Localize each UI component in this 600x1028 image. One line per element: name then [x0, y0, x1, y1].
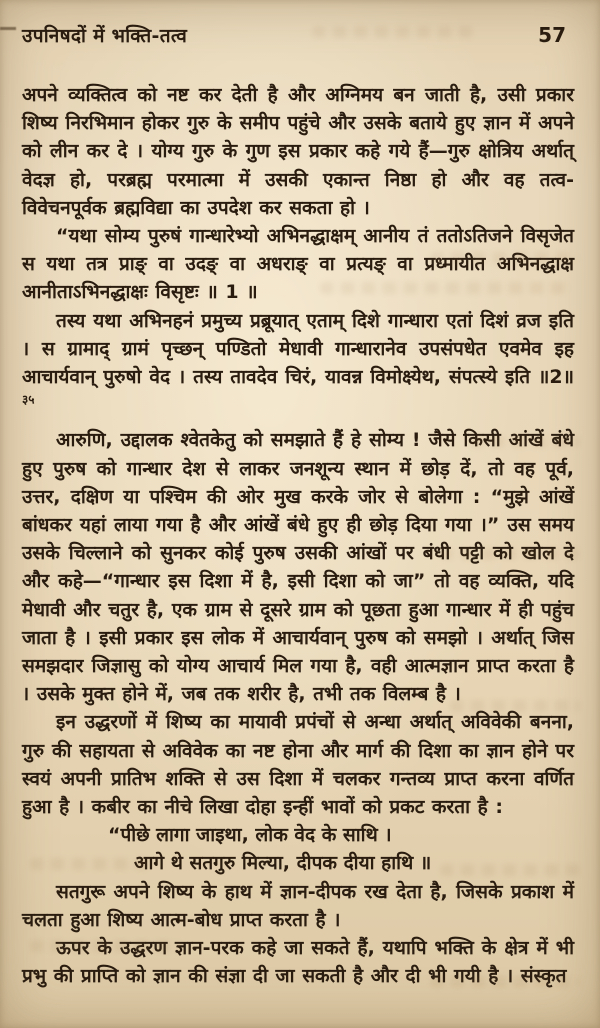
page-number: 57	[538, 23, 566, 47]
paragraph-satguru: सतगुरू अपने शिष्य के हाथ में ज्ञान-दीपक रख देता है, जिसके प्रकाश में चलता हुआ शिष्य आत्म-बोध प्राप्त करता है ।	[22, 880, 574, 931]
running-header	[22, 22, 574, 48]
paragraph-closing: ऊपर के उद्धरण ज्ञान-परक कहे जा सकते हैं, यथापि भक्ति के क्षेत्र में भी प्रभु की प्राप्ति को ज्ञान की संज्ञा दी जा सकती है और दी भी गयी है । संस्कृत	[22, 937, 574, 988]
sanskrit-quote-verse-2	[22, 307, 574, 420]
doha-line-2: आगे थे सतगुरु मिल्या, दीपक दीया हाथि ॥	[134, 852, 432, 875]
page-body	[22, 81, 574, 991]
footnote-marker: ३५	[22, 392, 35, 407]
sanskrit-quote-verse-1: “यथा सोम्य पुरुषं गान्धारेभ्यो अभिनद्धाक्षम् आनीय तं ततोऽतिजने विसृजेत स यथा तत्र प्राङ् वा उदङ् वा अधराङ् वा प्रत्यङ् वा प्रध्मायीत अभिनद्धाक्ष आनीताऽभिनद्धाक्षः विसृष्टः ॥ 1 ॥	[22, 225, 574, 304]
chapter-title: उपनिषदों में भक्ति-तत्व	[22, 25, 188, 47]
paragraph-summary: इन उद्धरणों में शिष्य का मायावी प्रपंचों से अन्धा अर्थात् अविवेकी बनना, गुरु की सहायता से अविवेक का नष्ट होना और मार्ग की दिशा का ज्ञान होने पर स्वयं अपनी प्रातिभ शक्ति से उस दिशा में चलकर गन्तव्य प्राप्त करना वर्णित हुआ है । कबीर का नीचे लिखा दोहा इन्हीं भावों को प्रकट करता है :	[22, 711, 574, 819]
paragraph-aruni-explanation: आरुणि, उद्दालक श्वेतकेतु को समझाते हैं हे सोम्य ! जैसे किसी आंखें बंधे हुए पुरुष को गान्धार देश से लाकर जनशून्य स्थान में छोड़ दें, तो वह पूर्व, उत्तर, दक्षिण या पश्चिम की ओर मुख करके जोर से बोलेगा : “मुझे आंखें बांधकर यहां लाया गया है और आंखें बंधे हुए ही छोड़ दिया गया ।” उस समय उसके चिल्लाने को सुनकर कोई पुरुष उसकी आंखों पर बंधी पट्टी को खोल दे और कहे—“गान्धार इस दिशा में है, इसी दिशा को जा” तो वह व्यक्ति, यदि मेधावी और चतुर है, एक ग्राम से दूसरे ग्राम को पूछता हुआ गान्धार में ही पहुंच जाता है । इसी प्रकार इस लोक में आचार्यवान् पुरुष को समझो । अर्थात् जिस समझदार जिज्ञासु को योग्य आचार्य मिल गया है, वही आत्मज्ञान प्राप्त करता है । उसके मुक्त होने में, जब तक शरीर है, तभी तक विलम्ब है ।	[22, 429, 574, 706]
sanskrit-quote-verse-2-text: तस्य यथा अभिनहनं प्रमुच्य प्रब्रूयात् एताम् दिशे गान्धारा एतां दिशं व्रज इति । स ग्रामाद् ग्रामं पृच्छन् पण्डितो मेधावी गान्धारानेव उपसंपधेत एवमेव इह आचार्यवान् पुरुषो वेद । तस्य तावदेव चिरं, यावन्न विमोक्ष्येथ, संपत्स्ये इति ॥2॥	[22, 309, 574, 389]
doha-line-1: “पीछे लागा जाइथा, लोक वेद के साथि ।	[108, 824, 392, 847]
print-smudge-artifact	[0, 27, 16, 30]
paragraph-continuation: अपने व्यक्तित्व को नष्ट कर देती है और अग्निमय बन जाती है, उसी प्रकार शिष्य निरभिमान होकर गुरु के समीप पहुंचे और उसके बताये हुए ज्ञान में अपने को लीन कर दे । योग्य गुरु के गुण इस प्रकार कहे गये हैं—गुरु क्षोत्रिय अर्थात् वेदज्ञ हो, परब्रह्म परमात्मा में उसकी एकान्त निष्ठा हो और वह तत्व-विवेचनपूर्वक ब्रह्मविद्या का उपदेश कर सकता हो ।	[22, 84, 574, 219]
kabir-doha	[22, 821, 574, 877]
